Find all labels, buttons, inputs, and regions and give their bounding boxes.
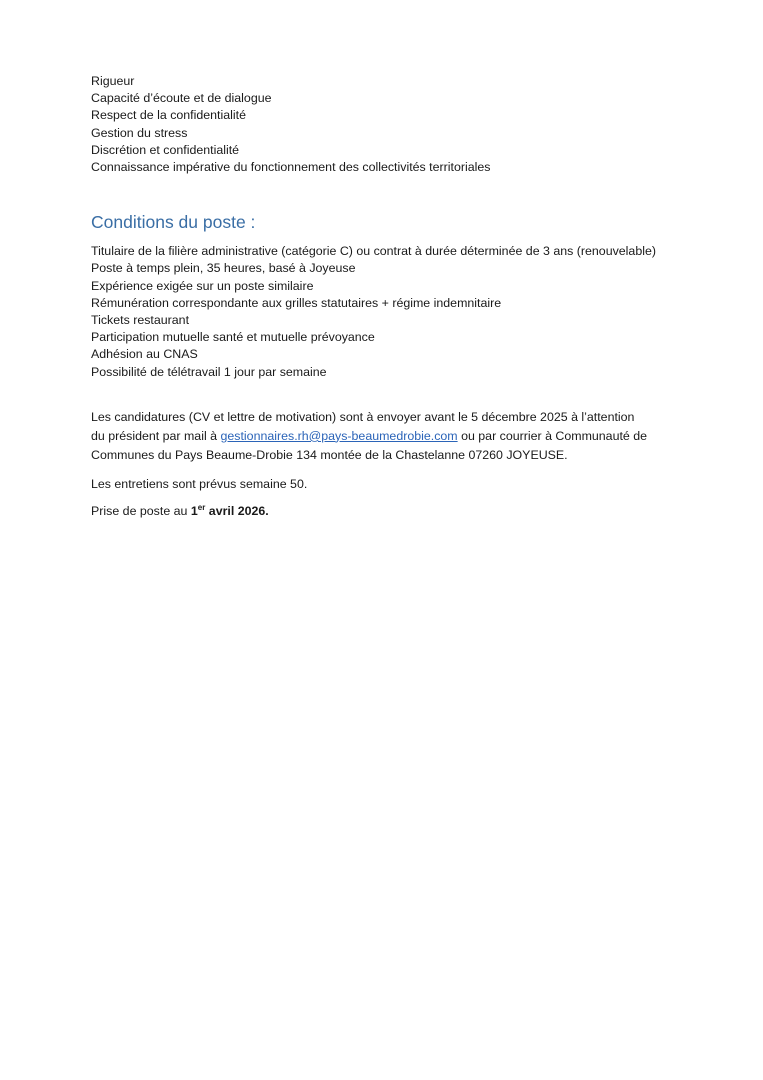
quality-item: Connaissance impérative du fonctionnement des collectivités territoriales [91, 160, 491, 175]
interviews-paragraph: Les entretiens sont prévus semaine 50. [91, 476, 308, 491]
condition-item: Possibilité de télétravail 1 jour par semaine [91, 364, 327, 379]
qualities-list [91, 73, 691, 176]
start-ordinal: er [197, 502, 206, 512]
quality-item: Rigueur [91, 74, 135, 88]
conditions-heading: Conditions du poste : [91, 212, 256, 233]
document-body [91, 73, 691, 521]
application-text: du président par mail à [91, 428, 221, 443]
quality-item: Respect de la confidentialité [91, 108, 246, 123]
quality-item: Gestion du stress [91, 125, 188, 140]
condition-item: Titulaire de la filière administrative (catégorie C) ou contrat à durée déterminée de 3 ans (renouvelable) [91, 244, 656, 259]
condition-item: Participation mutuelle santé et mutuelle prévoyance [91, 330, 375, 345]
condition-item: Expérience exigée sur un poste similaire [91, 278, 314, 293]
quality-item: Capacité d’écoute et de dialogue [91, 91, 272, 106]
application-line [91, 427, 691, 446]
email-link[interactable]: gestionnaires.rh@pays-beaumedrobie.com [220, 428, 458, 443]
start-prefix: Prise de poste au [91, 503, 191, 518]
start-date [191, 504, 269, 518]
quality-item: Discrétion et confidentialité [91, 142, 240, 157]
condition-item: Tickets restaurant [91, 313, 190, 328]
start-rest: avril 2026. [205, 503, 269, 518]
application-paragraph [91, 408, 691, 465]
start-date-paragraph [91, 502, 691, 521]
start-day: 1 [190, 503, 198, 518]
conditions-list [91, 243, 691, 381]
condition-item: Adhésion au CNAS [91, 347, 198, 362]
application-line: Communes du Pays Beaume-Drobie 134 montée de la Chastelanne 07260 JOYEUSE. [91, 447, 568, 462]
application-line: Les candidatures (CV et lettre de motivation) sont à envoyer avant le 5 décembre 2025 à l’attention [91, 409, 635, 424]
application-text: ou par courrier à Communauté de [457, 428, 648, 443]
condition-item: Rémunération correspondante aux grilles statutaires + régime indemnitaire [91, 295, 502, 310]
condition-item: Poste à temps plein, 35 heures, basé à Joyeuse [91, 261, 356, 276]
